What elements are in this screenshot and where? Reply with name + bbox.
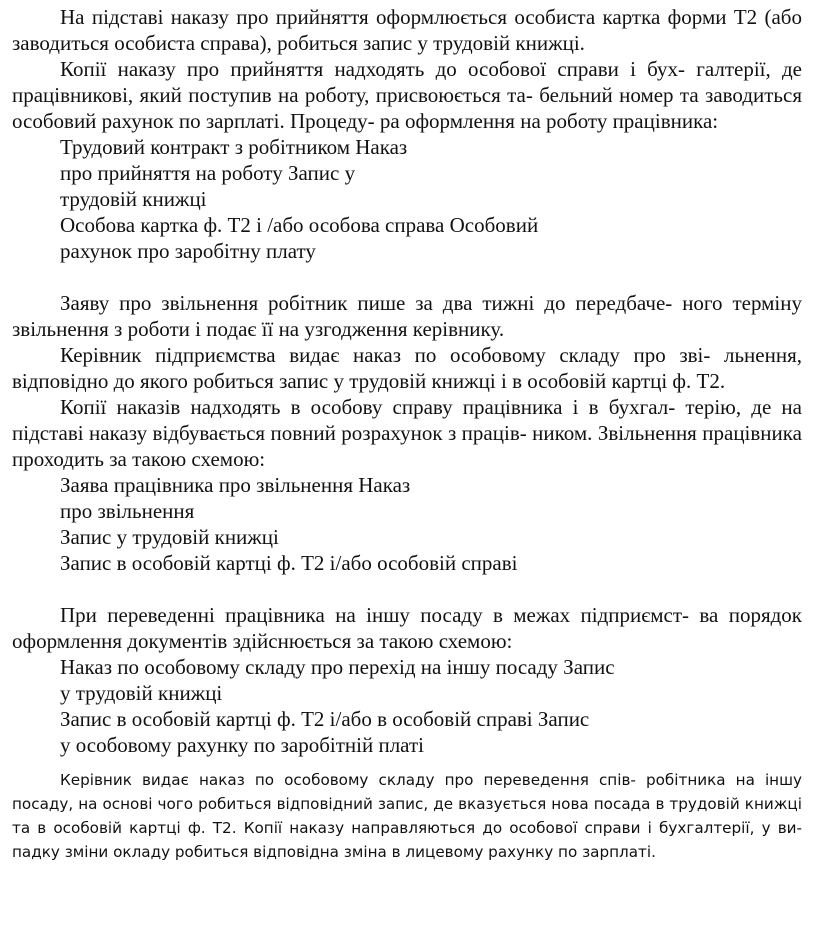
hiring-scheme-line: рахунок про заробітну плату — [60, 239, 316, 263]
paragraph-hiring-copies: Копії наказу про прийняття надходять до особової справи і бух- галтерії, де працівникові, який поступив на роботу, присвоюється та- бельний номер та заводиться особовий рахунок по зарплаті. Процеду- ра оформлення на роботу працівника: — [12, 57, 802, 133]
transfer-scheme-line: Запис в особовій картці ф. Т2 і/або в особовій справі Запис — [60, 707, 590, 731]
transfer-scheme-line: у трудовій книжці — [60, 681, 223, 705]
hiring-scheme-line: Особова картка ф. Т2 і /або особова справа Особовий — [60, 213, 539, 237]
paragraph-transfer-order: Керівник видає наказ по особовому складу про переведення спів- робітника на іншу посаду, на основі чого робиться відповідний запис, де вказується нова посада в трудовій книжці та в особовій картці ф. Т2. Копії наказу направляються до особової справи і бухгалтерії, у ви- падку зміни окладу робиться відповідна зміна в лицевому рахунку по зарплаті. — [12, 771, 802, 861]
hiring-scheme-line: про прийняття на роботу Запис у — [60, 161, 356, 185]
hiring-scheme-line: трудовій книжці — [60, 187, 207, 211]
paragraph-transfer: При переведенні працівника на іншу посаду в межах підприємст- ва порядок оформлення документів здійснюється за такою схемою: — [12, 603, 802, 653]
dismissal-scheme-line: Запис в особовій картці ф. Т2 і/або особовій справі — [60, 551, 518, 575]
dismissal-scheme-line: Заява працівника про звільнення Наказ — [60, 473, 411, 497]
paragraph-dismissal-request: Заяву про звільнення робітник пише за два тижні до передбаче- ного терміну звільнення з роботи і подає її на узгодження керівнику. — [12, 291, 802, 341]
transfer-scheme-line: у особовому рахунку по заробітній платі — [60, 733, 424, 757]
spacer — [12, 264, 802, 290]
transfer-scheme-line: Наказ по особовому складу про перехід на іншу посаду Запис — [60, 655, 615, 679]
hiring-scheme — [12, 134, 802, 264]
dismissal-scheme — [12, 472, 802, 576]
dismissal-scheme-line: про звільнення — [60, 499, 195, 523]
transfer-scheme — [12, 654, 802, 758]
paragraph-personal-card: На підставі наказу про прийняття оформлюється особиста картка форми Т2 (або заводиться особиста справа), робиться запис у трудовій книжці. — [12, 5, 802, 55]
spacer — [12, 576, 802, 602]
hiring-scheme-line: Трудовий контракт з робітником Наказ — [60, 135, 408, 159]
paragraph-dismissal-order: Керівник підприємства видає наказ по особовому складу про зві- льнення, відповідно до якого робиться запис у трудовій книжці і в особовій картці ф. Т2. — [12, 343, 802, 393]
paragraph-dismissal-copies: Копії наказів надходять в особову справу працівника і в бухгал- терію, де на підставі наказу відбувається повний розрахунок з праців- ником. Звільнення працівника проходить за такою схемою: — [12, 395, 802, 471]
dismissal-scheme-line: Запис у трудовій книжці — [60, 525, 279, 549]
